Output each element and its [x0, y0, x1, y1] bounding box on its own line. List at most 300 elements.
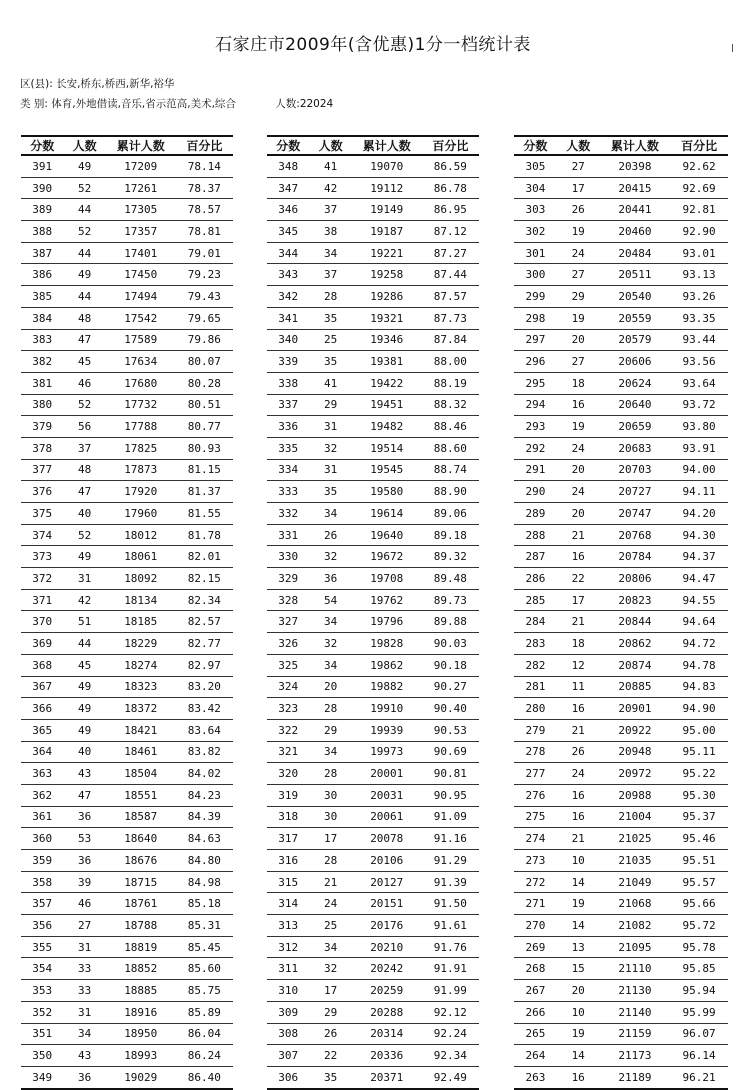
cell-cumulative: 20127 [352, 871, 422, 893]
cell-score: 366 [21, 698, 63, 720]
cell-cumulative: 20922 [600, 719, 671, 741]
cell-percent: 85.60 [176, 958, 233, 980]
cell-score: 375 [21, 503, 63, 525]
cell-score: 329 [267, 568, 309, 590]
cell-cumulative: 19708 [352, 568, 422, 590]
cell-cumulative: 20874 [600, 654, 671, 676]
cell-score: 285 [514, 589, 557, 611]
cell-count: 21 [557, 828, 600, 850]
cell-score: 269 [514, 936, 557, 958]
cell-percent: 85.45 [176, 936, 233, 958]
table-row [267, 524, 479, 546]
cell-cumulative: 18421 [106, 719, 176, 741]
table-row [21, 893, 233, 915]
cell-percent: 90.40 [422, 698, 479, 720]
table-row [267, 503, 479, 525]
cell-count: 34 [309, 503, 351, 525]
table-row [21, 1066, 233, 1088]
cell-count: 31 [309, 416, 351, 438]
cell-cumulative: 20640 [600, 394, 671, 416]
table-row [267, 741, 479, 763]
cell-percent: 94.83 [670, 676, 728, 698]
cell-count: 35 [309, 351, 351, 373]
cell-score: 369 [21, 633, 63, 655]
table-row [514, 221, 728, 243]
cell-cumulative: 20844 [600, 611, 671, 633]
cell-percent: 91.91 [422, 958, 479, 980]
cell-cumulative: 20078 [352, 828, 422, 850]
cell-cumulative: 17680 [106, 372, 176, 394]
cell-score: 282 [514, 654, 557, 676]
cell-score: 360 [21, 828, 63, 850]
table-header-row [514, 136, 728, 155]
cell-score: 374 [21, 524, 63, 546]
cell-count: 51 [63, 611, 105, 633]
cell-percent: 82.77 [176, 633, 233, 655]
cell-score: 279 [514, 719, 557, 741]
cell-score: 339 [267, 351, 309, 373]
cell-score: 351 [21, 1023, 63, 1045]
table-row [514, 633, 728, 655]
table-row [267, 394, 479, 416]
cell-cumulative: 20747 [600, 503, 671, 525]
cell-count: 30 [309, 784, 351, 806]
table-row [267, 676, 479, 698]
page-title: 石家庄市2009年(含优惠)1分一档统计表 [215, 35, 531, 55]
cell-count: 11 [557, 676, 600, 698]
table-row [21, 264, 233, 286]
cell-percent: 93.64 [670, 372, 728, 394]
table-row [21, 546, 233, 568]
table-row [267, 351, 479, 373]
cell-score: 302 [514, 221, 557, 243]
table-row [514, 611, 728, 633]
cell-cumulative: 21159 [600, 1023, 671, 1045]
cell-count: 24 [557, 242, 600, 264]
cell-cumulative: 20336 [352, 1045, 422, 1067]
header-cumulative: 累计人数 [600, 136, 671, 155]
table-row [514, 437, 728, 459]
cell-score: 328 [267, 589, 309, 611]
cell-count: 27 [557, 351, 600, 373]
cell-score: 321 [267, 741, 309, 763]
cell-count: 34 [63, 1023, 105, 1045]
cell-count: 19 [557, 221, 600, 243]
cell-percent: 94.90 [670, 698, 728, 720]
table-row [514, 177, 728, 199]
cell-count: 36 [63, 850, 105, 872]
cell-count: 26 [309, 524, 351, 546]
cell-percent: 94.30 [670, 524, 728, 546]
cell-percent: 79.23 [176, 264, 233, 286]
cell-percent: 79.86 [176, 329, 233, 351]
table-row [267, 828, 479, 850]
cell-cumulative: 21173 [600, 1045, 671, 1067]
cell-cumulative: 20659 [600, 416, 671, 438]
cell-percent: 86.95 [422, 199, 479, 221]
cell-percent: 87.84 [422, 329, 479, 351]
cell-cumulative: 20862 [600, 633, 671, 655]
cell-score: 341 [267, 307, 309, 329]
cell-cumulative: 19381 [352, 351, 422, 373]
cell-score: 346 [267, 199, 309, 221]
cell-cumulative: 20151 [352, 893, 422, 915]
cell-score: 317 [267, 828, 309, 850]
cell-count: 34 [309, 741, 351, 763]
table-row [267, 589, 479, 611]
cell-cumulative: 20371 [352, 1066, 422, 1088]
table-row [267, 221, 479, 243]
cell-score: 298 [514, 307, 557, 329]
cell-cumulative: 21189 [600, 1066, 671, 1088]
cell-score: 265 [514, 1023, 557, 1045]
cell-score: 296 [514, 351, 557, 373]
cell-percent: 85.75 [176, 980, 233, 1002]
table-row [514, 806, 728, 828]
cell-score: 364 [21, 741, 63, 763]
cell-count: 41 [309, 155, 351, 177]
cell-percent: 88.46 [422, 416, 479, 438]
cell-count: 15 [557, 958, 600, 980]
cell-count: 17 [557, 177, 600, 199]
cell-cumulative: 18715 [106, 871, 176, 893]
cell-score: 303 [514, 199, 557, 221]
cell-count: 19 [557, 893, 600, 915]
cell-count: 12 [557, 654, 600, 676]
cell-score: 381 [21, 372, 63, 394]
edge-mark [732, 44, 733, 52]
cell-score: 349 [21, 1066, 63, 1088]
cell-cumulative: 18061 [106, 546, 176, 568]
cell-cumulative: 18640 [106, 828, 176, 850]
cell-percent: 91.76 [422, 936, 479, 958]
cell-percent: 92.69 [670, 177, 728, 199]
cell-cumulative: 18504 [106, 763, 176, 785]
cell-score: 309 [267, 1001, 309, 1023]
districts-line [20, 76, 174, 91]
table-row [514, 676, 728, 698]
table-row [21, 828, 233, 850]
table-row [21, 1001, 233, 1023]
cell-cumulative: 19640 [352, 524, 422, 546]
header-cumulative: 累计人数 [352, 136, 422, 155]
cell-score: 342 [267, 286, 309, 308]
cell-count: 44 [63, 633, 105, 655]
cell-score: 322 [267, 719, 309, 741]
cell-cumulative: 18761 [106, 893, 176, 915]
table-row [267, 416, 479, 438]
cell-score: 283 [514, 633, 557, 655]
cell-count: 27 [557, 155, 600, 177]
table-row [267, 654, 479, 676]
cell-score: 353 [21, 980, 63, 1002]
cell-cumulative: 18092 [106, 568, 176, 590]
cell-percent: 90.03 [422, 633, 479, 655]
cell-percent: 85.18 [176, 893, 233, 915]
table-row [21, 177, 233, 199]
cell-count: 20 [557, 503, 600, 525]
cell-score: 304 [514, 177, 557, 199]
cell-score: 311 [267, 958, 309, 980]
table-row [267, 546, 479, 568]
cell-percent: 90.27 [422, 676, 479, 698]
cell-cumulative: 17788 [106, 416, 176, 438]
cell-cumulative: 17920 [106, 481, 176, 503]
cell-count: 32 [309, 546, 351, 568]
cell-cumulative: 17209 [106, 155, 176, 177]
cell-cumulative: 19187 [352, 221, 422, 243]
table-row [514, 459, 728, 481]
table-row [514, 915, 728, 937]
cell-count: 16 [557, 784, 600, 806]
cell-score: 378 [21, 437, 63, 459]
cell-count: 45 [63, 654, 105, 676]
cell-count: 27 [63, 915, 105, 937]
cell-count: 45 [63, 351, 105, 373]
cell-percent: 79.65 [176, 307, 233, 329]
cell-percent: 94.37 [670, 546, 728, 568]
cell-score: 365 [21, 719, 63, 741]
cell-count: 36 [63, 1066, 105, 1088]
cell-percent: 93.01 [670, 242, 728, 264]
cell-cumulative: 21082 [600, 915, 671, 937]
cell-score: 305 [514, 155, 557, 177]
cell-score: 323 [267, 698, 309, 720]
cell-score: 291 [514, 459, 557, 481]
cell-count: 40 [63, 741, 105, 763]
cell-percent: 80.93 [176, 437, 233, 459]
table-row [514, 329, 728, 351]
cell-percent: 89.06 [422, 503, 479, 525]
cell-percent: 87.44 [422, 264, 479, 286]
cell-percent: 91.99 [422, 980, 479, 1002]
cell-percent: 87.57 [422, 286, 479, 308]
cell-count: 17 [309, 980, 351, 1002]
cell-count: 39 [63, 871, 105, 893]
cell-percent: 82.34 [176, 589, 233, 611]
cell-count: 49 [63, 719, 105, 741]
cell-score: 347 [267, 177, 309, 199]
cell-percent: 95.22 [670, 763, 728, 785]
cell-count: 49 [63, 155, 105, 177]
cell-cumulative: 19828 [352, 633, 422, 655]
cell-score: 357 [21, 893, 63, 915]
cell-percent: 91.09 [422, 806, 479, 828]
cell-percent: 92.49 [422, 1066, 479, 1088]
cell-percent: 89.88 [422, 611, 479, 633]
table-row [21, 307, 233, 329]
cell-percent: 84.98 [176, 871, 233, 893]
cell-count: 24 [557, 481, 600, 503]
cell-count: 20 [557, 459, 600, 481]
table-row [267, 763, 479, 785]
header-percent: 百分比 [176, 136, 233, 155]
cell-score: 271 [514, 893, 557, 915]
table-row [21, 611, 233, 633]
table-row [267, 611, 479, 633]
table-row [267, 850, 479, 872]
cell-cumulative: 20901 [600, 698, 671, 720]
cell-cumulative: 19451 [352, 394, 422, 416]
cell-score: 332 [267, 503, 309, 525]
cell-score: 325 [267, 654, 309, 676]
cell-cumulative: 18788 [106, 915, 176, 937]
cell-percent: 88.32 [422, 394, 479, 416]
cell-percent: 78.14 [176, 155, 233, 177]
cell-count: 29 [309, 719, 351, 741]
cell-count: 44 [63, 242, 105, 264]
cell-cumulative: 18229 [106, 633, 176, 655]
cell-cumulative: 20441 [600, 199, 671, 221]
cell-percent: 84.39 [176, 806, 233, 828]
cell-count: 21 [309, 871, 351, 893]
cell-cumulative: 20511 [600, 264, 671, 286]
cell-score: 343 [267, 264, 309, 286]
cell-score: 297 [514, 329, 557, 351]
cell-score: 295 [514, 372, 557, 394]
cell-cumulative: 20460 [600, 221, 671, 243]
cell-score: 289 [514, 503, 557, 525]
cell-count: 42 [63, 589, 105, 611]
cell-cumulative: 19545 [352, 459, 422, 481]
cell-count: 40 [63, 503, 105, 525]
table-row [514, 936, 728, 958]
table-row [21, 741, 233, 763]
cell-cumulative: 21004 [600, 806, 671, 828]
cell-percent: 94.20 [670, 503, 728, 525]
cell-score: 376 [21, 481, 63, 503]
cell-cumulative: 21035 [600, 850, 671, 872]
cell-score: 312 [267, 936, 309, 958]
cell-score: 390 [21, 177, 63, 199]
table-row [267, 915, 479, 937]
table-row [514, 763, 728, 785]
cell-percent: 86.40 [176, 1066, 233, 1088]
cell-cumulative: 19321 [352, 307, 422, 329]
cell-cumulative: 17825 [106, 437, 176, 459]
table-row [514, 828, 728, 850]
cell-percent: 93.91 [670, 437, 728, 459]
header-count: 人数 [557, 136, 600, 155]
cell-score: 359 [21, 850, 63, 872]
cell-cumulative: 20768 [600, 524, 671, 546]
cell-percent: 94.11 [670, 481, 728, 503]
cell-percent: 95.99 [670, 1001, 728, 1023]
cell-count: 19 [557, 307, 600, 329]
table-row [514, 546, 728, 568]
category-label: 类 别: [20, 98, 48, 110]
cell-cumulative: 20823 [600, 589, 671, 611]
cell-percent: 82.01 [176, 546, 233, 568]
cell-cumulative: 19973 [352, 741, 422, 763]
cell-score: 387 [21, 242, 63, 264]
table-row [267, 958, 479, 980]
cell-cumulative: 19762 [352, 589, 422, 611]
cell-count: 36 [63, 806, 105, 828]
cell-score: 350 [21, 1045, 63, 1067]
table-row [514, 394, 728, 416]
table-row [267, 871, 479, 893]
cell-count: 46 [63, 893, 105, 915]
cell-percent: 94.55 [670, 589, 728, 611]
cell-cumulative: 18676 [106, 850, 176, 872]
table-row [267, 199, 479, 221]
cell-cumulative: 19422 [352, 372, 422, 394]
table-row [514, 1001, 728, 1023]
score-table-panel-3 [514, 135, 728, 1090]
cell-score: 270 [514, 915, 557, 937]
cell-percent: 86.78 [422, 177, 479, 199]
cell-cumulative: 18372 [106, 698, 176, 720]
cell-count: 42 [309, 177, 351, 199]
table-row [267, 459, 479, 481]
cell-percent: 90.95 [422, 784, 479, 806]
cell-cumulative: 19258 [352, 264, 422, 286]
cell-score: 274 [514, 828, 557, 850]
cell-cumulative: 19910 [352, 698, 422, 720]
cell-cumulative: 20784 [600, 546, 671, 568]
header-score: 分数 [267, 136, 309, 155]
cell-count: 52 [63, 177, 105, 199]
table-row [267, 307, 479, 329]
cell-score: 292 [514, 437, 557, 459]
cell-cumulative: 20031 [352, 784, 422, 806]
cell-score: 263 [514, 1066, 557, 1088]
cell-percent: 91.29 [422, 850, 479, 872]
cell-score: 306 [267, 1066, 309, 1088]
cell-score: 331 [267, 524, 309, 546]
cell-cumulative: 20606 [600, 351, 671, 373]
cell-count: 47 [63, 784, 105, 806]
cell-count: 49 [63, 676, 105, 698]
cell-count: 18 [557, 372, 600, 394]
cell-cumulative: 20683 [600, 437, 671, 459]
cell-cumulative: 17305 [106, 199, 176, 221]
cell-percent: 86.59 [422, 155, 479, 177]
cell-score: 280 [514, 698, 557, 720]
cell-count: 38 [309, 221, 351, 243]
cell-cumulative: 17542 [106, 307, 176, 329]
cell-count: 48 [63, 307, 105, 329]
table-row [267, 698, 479, 720]
cell-score: 320 [267, 763, 309, 785]
cell-count: 47 [63, 329, 105, 351]
cell-count: 31 [63, 568, 105, 590]
cell-count: 34 [309, 654, 351, 676]
cell-score: 383 [21, 329, 63, 351]
cell-count: 28 [309, 286, 351, 308]
cell-score: 293 [514, 416, 557, 438]
cell-percent: 94.00 [670, 459, 728, 481]
cell-percent: 90.69 [422, 741, 479, 763]
cell-count: 35 [309, 1066, 351, 1088]
cell-score: 356 [21, 915, 63, 937]
table-row [267, 481, 479, 503]
cell-cumulative: 20948 [600, 741, 671, 763]
cell-cumulative: 18012 [106, 524, 176, 546]
cell-cumulative: 18852 [106, 958, 176, 980]
cell-score: 276 [514, 784, 557, 806]
cell-score: 294 [514, 394, 557, 416]
cell-score: 324 [267, 676, 309, 698]
cell-percent: 86.24 [176, 1045, 233, 1067]
count-label: 人数: [275, 98, 300, 110]
cell-percent: 89.18 [422, 524, 479, 546]
cell-percent: 92.90 [670, 221, 728, 243]
category-value: 体育,外地借读,音乐,省示范高,美术,综合 [51, 98, 236, 110]
table-header-row [267, 136, 479, 155]
header-count: 人数 [309, 136, 351, 155]
